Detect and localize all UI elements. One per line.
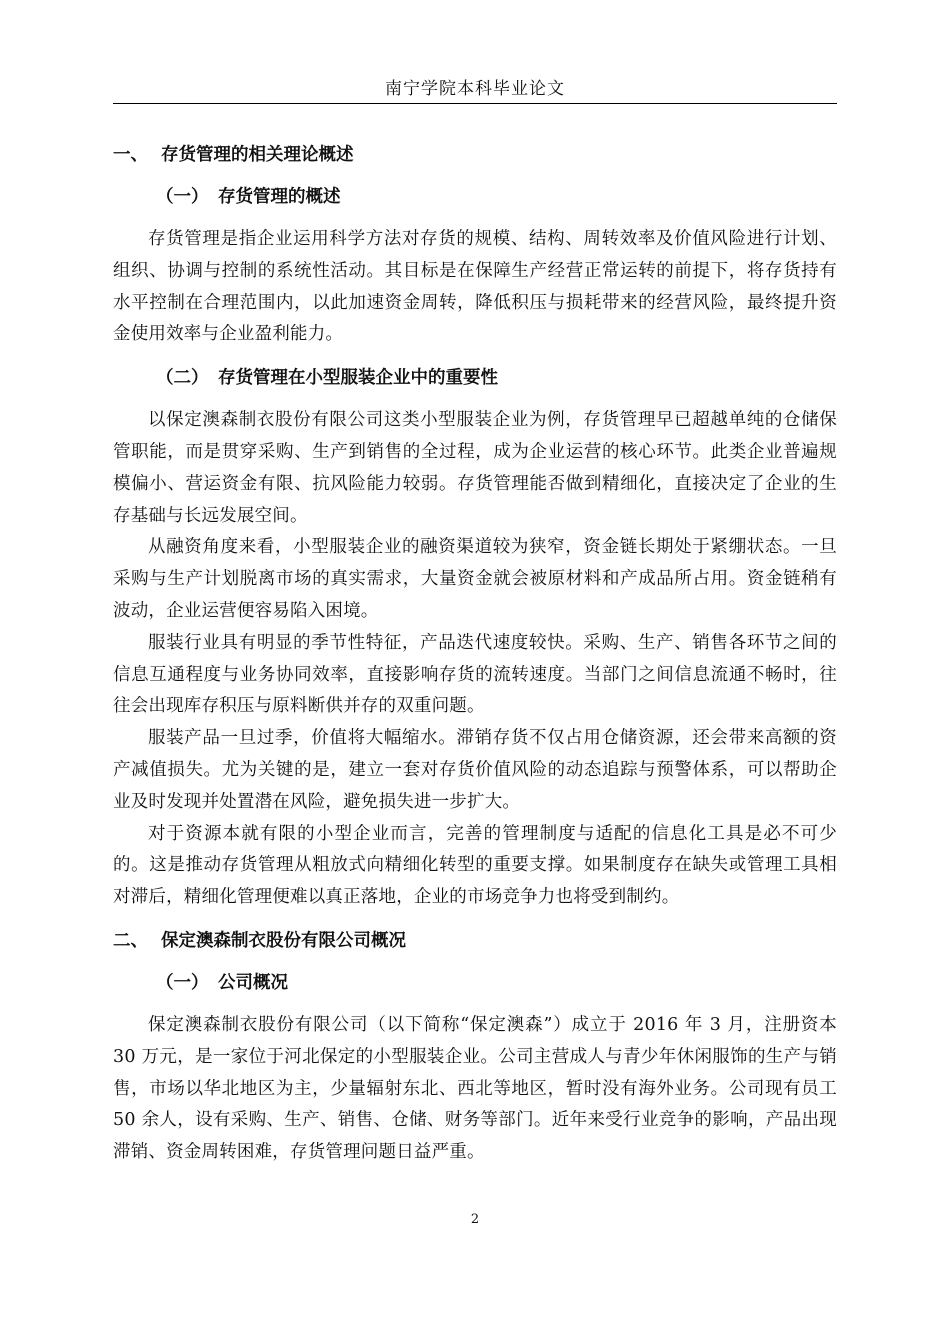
subsection-heading [113,180,837,214]
paragraph: 以保定澳森制衣股份有限公司这类小型服装企业为例，存货管理早已超越单纯的仓储保管职能，而是贯穿采购、生产到销售的全过程，成为企业运营的核心环节。此类企业普遍规模偏小、营运资金有限、抗风险能力较弱。存货管理能否做到精细化，直接决定了企业的生存基础与长远发展空间。 [113,410,837,526]
section-number: 二、 [113,930,148,951]
page-header-title: 南宁学院本科毕业论文 [385,79,565,99]
paragraph: 存货管理是指企业运用科学方法对存货的规模、结构、周转效率及价值风险进行计划、组织、协调与控制的系统性活动。其目标是在保障生产经营正常运转的前提下，将存货持有水平控制在合理范围内，以此加速资金周转，降低积压与损耗带来的经营风险，最终提升资金使用效率与企业盈利能力。 [113,229,837,345]
subsection-number: （一） [156,187,209,207]
section-title: 保定澳森制衣股份有限公司概况 [161,930,406,951]
document-body [113,138,837,1169]
subsection-title: 存货管理的概述 [218,187,341,207]
subsection-heading [113,361,837,395]
subsection-title: 公司概况 [218,972,288,993]
subsection-number: （二） [156,368,209,389]
subsection-title: 存货管理在小型服装企业中的重要性 [218,368,498,389]
section-number: 一、 [113,145,148,165]
section-heading [113,924,837,958]
section-title: 存货管理的相关理论概述 [161,145,354,165]
page-number: 2 [470,1212,480,1227]
subsection-heading [113,966,837,1000]
paragraph: 保定澳森制衣股份有限公司（以下简称“保定澳森”）成立于 2016 年 3 月，注册资本 30 万元，是一家位于河北保定的小型服装企业。公司主营成人与青少年休闲服饰的生产与销售，市场以华北地区为主，少量辐射东北、西北等地区，暂时没有海外业务。公司现有员工 50 余人，设有采购、生产、销售、仓储、财务等部门。近年来受行业竞争的影响，产品出现滞销、资金周转困难，存货管理问题日益严重。 [113,1014,837,1163]
paragraph: 服装产品一旦过季，价值将大幅缩水。滞销存货不仅占用仓储资源，还会带来高额的资产减值损失。尤为关键的是，建立一套对存货价值风险的动态追踪与预警体系，可以帮助企业及时发现并处置潜在风险，避免损失进一步扩大。 [113,728,837,812]
paragraph: 从融资角度来看，小型服装企业的融资渠道较为狭窄，资金链长期处于紧绷状态。一旦采购与生产计划脱离市场的真实需求，大量资金就会被原材料和产成品所占用。资金链稍有波动，企业运营便容易陷入困境。 [113,537,837,621]
subsection-number: （一） [156,972,209,993]
paragraph: 对于资源本就有限的小型企业而言，完善的管理制度与适配的信息化工具是必不可少的。这是推动存货管理从粗放式向精细化转型的重要支撑。如果制度存在缺失或管理工具相对滞后，精细化管理便难以真正落地，企业的市场竞争力也将受到制约。 [113,823,837,908]
paragraph: 服装行业具有明显的季节性特征，产品迭代速度较快。采购、生产、销售各环节之间的信息互通程度与业务协同效率，直接影响存货的流转速度。当部门之间信息流通不畅时，往往会出现库存积压与原料断供并存的双重问题。 [113,632,837,717]
header-divider [113,103,837,104]
section-heading [113,138,837,172]
